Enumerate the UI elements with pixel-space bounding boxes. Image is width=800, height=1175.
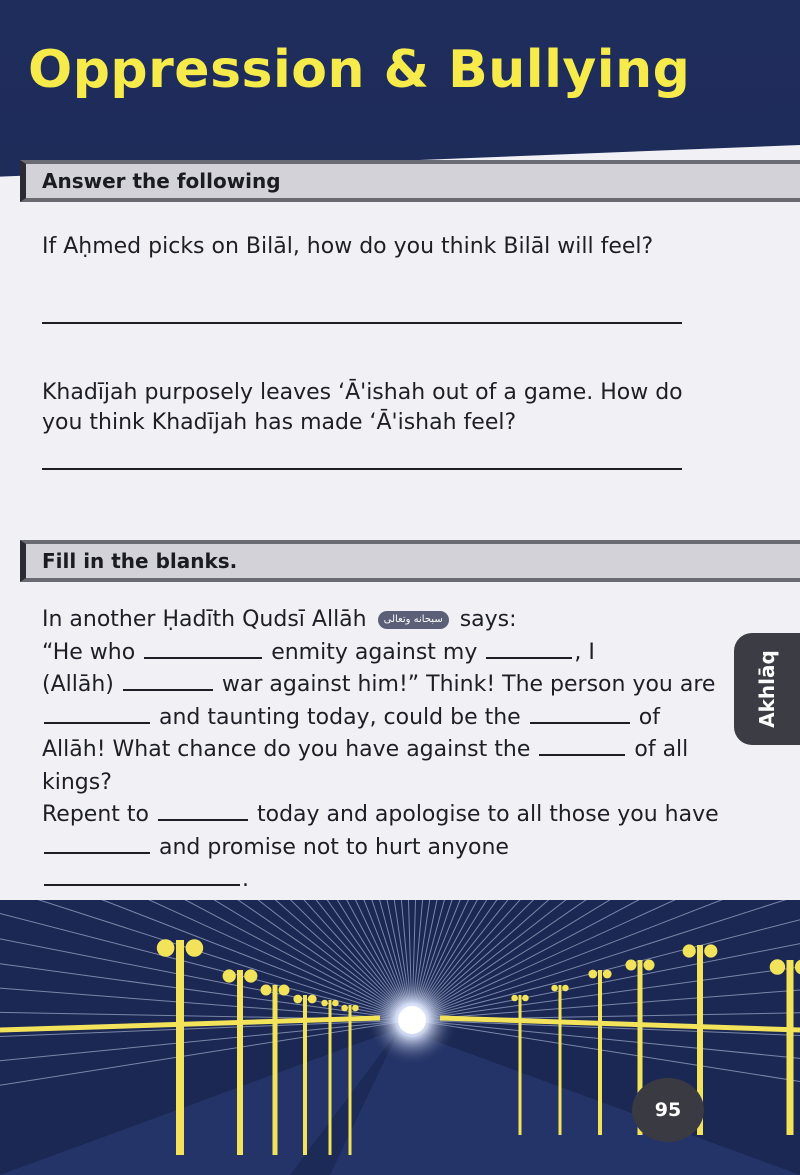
fill-in-paragraph: [42, 604, 722, 897]
lamp-bulb: [261, 985, 272, 996]
subhanahu-badge: سبحانه وتعالى: [378, 611, 449, 629]
lamp-post: [787, 960, 794, 1135]
lamp-bulb: [704, 944, 717, 957]
text-segment: Repent to: [42, 802, 149, 827]
lamp-bulb: [588, 970, 597, 979]
lamp-post: [519, 995, 522, 1135]
lamp-bulb: [603, 970, 612, 979]
lamp-bulb: [562, 985, 569, 992]
lamp-bulb: [341, 1005, 348, 1012]
blank-5[interactable]: [530, 702, 630, 724]
lamp-post: [329, 1000, 332, 1155]
blank-9[interactable]: [44, 864, 240, 886]
lamp-bulb: [186, 939, 204, 957]
question-1: If Aḥmed picks on Bilāl, how do you think Bilāl will feel?: [42, 234, 654, 259]
side-tab-akhlaq[interactable]: [734, 633, 800, 745]
text-segment: .: [242, 867, 249, 892]
text-segment: war against him!” Think! The person you are: [221, 672, 716, 697]
lamp-bulb: [522, 995, 529, 1002]
section-heading: Fill in the blanks.: [42, 549, 238, 573]
text-segment: (Allāh): [42, 672, 114, 697]
section-header-fill: [20, 540, 800, 582]
lamp-post: [237, 970, 243, 1155]
lamp-bulb: [683, 944, 696, 957]
page-title: Oppression & Bullying: [28, 40, 691, 100]
text-segment: and promise not to hurt anyone: [159, 834, 509, 860]
lamp-bulb: [279, 985, 290, 996]
lamp-post: [559, 985, 562, 1135]
question-2: Khadījah purposely leaves ‘Ā'ishah out of a game. How do you think Khadījah has made ‘Ā'ishah feel?: [42, 380, 683, 435]
lamp-bulb: [157, 939, 175, 957]
text-segment: and taunting today, could be the: [159, 704, 521, 730]
page-number-badge: 95: [632, 1078, 704, 1142]
blank-1[interactable]: [144, 637, 262, 659]
answer-line-2[interactable]: [42, 468, 682, 470]
lamp-post: [349, 1005, 352, 1155]
blank-8[interactable]: [44, 832, 150, 854]
blank-3[interactable]: [123, 669, 213, 691]
text-segment: , I: [574, 639, 595, 665]
section-heading: Answer the following: [42, 169, 281, 193]
lamp-bulb: [352, 1005, 359, 1012]
tunnel-light-core: [398, 1006, 426, 1034]
text-segment: “He who: [42, 639, 136, 665]
side-tab-label: Akhlāq: [755, 650, 779, 728]
lamp-bulb: [626, 960, 637, 971]
lamp-bulb: [770, 959, 785, 974]
lamp-bulb: [308, 995, 317, 1004]
lamp-bulb: [511, 995, 518, 1002]
text-segment: of Allāh! What chance do you have against the: [42, 704, 660, 762]
lamp-post: [273, 985, 278, 1155]
lamp-bulb: [244, 969, 257, 982]
text-segment: enmity against my: [271, 639, 478, 665]
text-segment: of all kings?: [42, 737, 689, 795]
blank-2[interactable]: [486, 637, 572, 659]
lamp-bulb: [332, 1000, 339, 1007]
lamp-bulb: [551, 985, 558, 992]
blank-4[interactable]: [44, 702, 150, 724]
lamp-post: [598, 970, 602, 1135]
lamp-bulb: [644, 960, 655, 971]
blank-6[interactable]: [539, 734, 625, 756]
lamp-post: [176, 940, 184, 1155]
text-segment: In another Ḥadīth Qudsī Allāh: [42, 607, 367, 632]
section-header-answer: [20, 160, 800, 202]
text-segment: says:: [459, 607, 517, 632]
text-segment: today and apologise to all those you have: [256, 802, 719, 827]
answer-line-1[interactable]: [42, 322, 682, 324]
lamp-bulb: [223, 969, 236, 982]
lamp-bulb: [321, 1000, 328, 1007]
lamp-bulb: [293, 995, 302, 1004]
blank-7[interactable]: [158, 799, 248, 821]
